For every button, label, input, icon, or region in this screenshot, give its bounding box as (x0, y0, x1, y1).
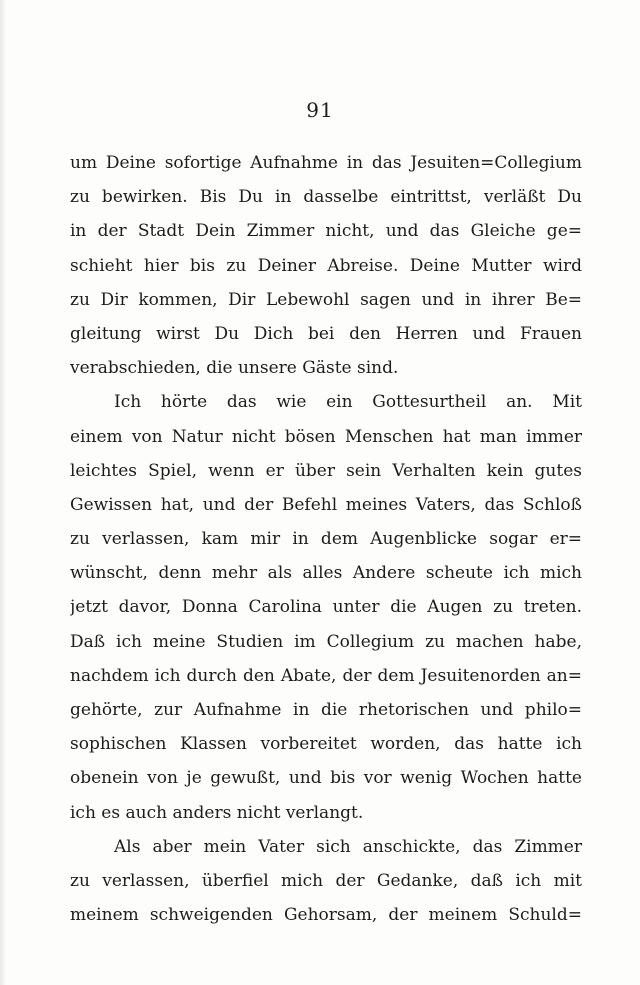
text-line: wünscht, denn mehr als alles Andere scheute ich mich (70, 563, 582, 584)
text-line: zu verlassen, kam mir in dem Augenblicke sogar er= (70, 529, 582, 550)
text-line: Daß ich meine Studien im Collegium zu machen habe, (70, 631, 582, 652)
text-line: gleitung wirst Du Dich bei den Herren und Frauen (70, 323, 582, 344)
text-line: jetzt davor, Donna Carolina unter die Augen zu treten. (70, 597, 582, 618)
text-line: zu verlassen, überfiel mich der Gedanke, daß ich mit (70, 870, 582, 891)
text-line: einem von Natur nicht bösen Menschen hat man immer (70, 426, 582, 447)
page-number: 91 (306, 98, 334, 122)
text-line: ich es auch anders nicht verlangt. (70, 802, 364, 823)
text-line: in der Stadt Dein Zimmer nicht, und das Gleiche ge= (70, 221, 582, 242)
text-line: sophischen Klassen vorbereitet worden, das hatte ich (70, 734, 582, 755)
text-line: schieht hier bis zu Deiner Abreise. Deine Mutter wird (70, 255, 582, 276)
text-line: leichtes Spiel, wenn er über sein Verhalten kein gutes (70, 460, 582, 481)
text-line: obenein von je gewußt, und bis vor wenig Wochen hatte (70, 768, 582, 789)
page-edge-shadow (0, 0, 6, 985)
text-line: Gewissen hat, und der Befehl meines Vaters, das Schloß (70, 494, 582, 515)
body-text (70, 146, 582, 932)
text-line: Ich hörte das wie ein Gottesurtheil an. Mit (114, 392, 582, 413)
text-line: zu bewirken. Bis Du in dasselbe eintrittst, verläßt Du (70, 187, 582, 208)
text-line: verabschieden, die unsere Gäste sind. (70, 358, 399, 379)
text-line: Als aber mein Vater sich anschickte, das Zimmer (114, 836, 582, 857)
text-line: zu Dir kommen, Dir Lebewohl sagen und in ihrer Be= (70, 289, 582, 310)
text-line: um Deine sofortige Aufnahme in das Jesuiten=Collegium (70, 153, 582, 173)
text-line: gehörte, zur Aufnahme in die rhetorischen und philo= (70, 700, 582, 720)
text-line: meinem schweigenden Gehorsam, der meinem Schuld= (70, 905, 582, 926)
text-line: nachdem ich durch den Abate, der dem Jesuitenorden an= (70, 665, 582, 686)
